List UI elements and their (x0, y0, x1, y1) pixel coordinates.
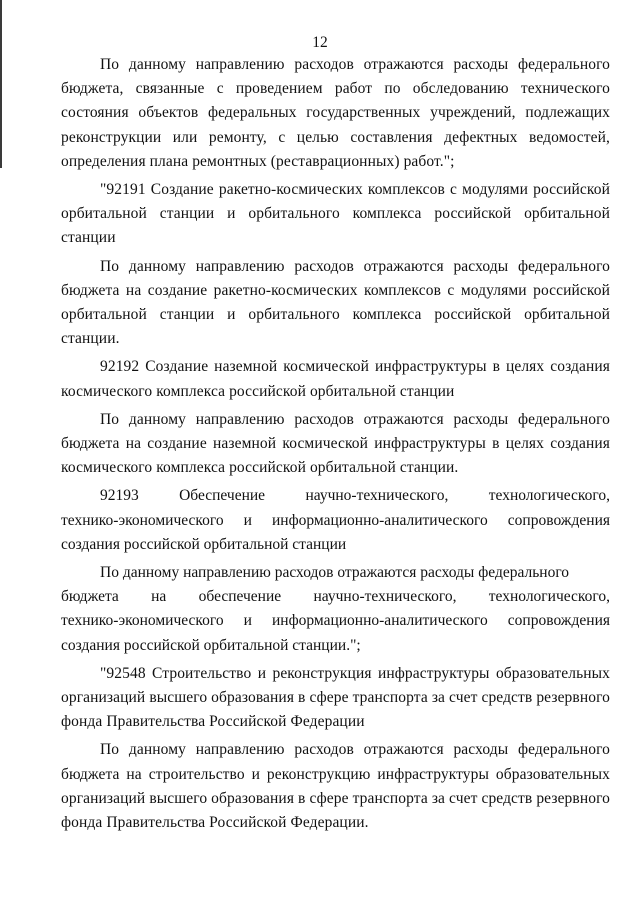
word: 92193 (100, 487, 139, 505)
word: Обеспечение (179, 487, 266, 505)
page-number: 12 (312, 34, 328, 51)
word: научно-технического, (305, 487, 449, 505)
scan-edge-mark (0, 0, 2, 168)
paragraph: По данному направлению расходов отражаются расходы федерального бюджета на создание наземной космической инфраструктуры в целях создания космического комплекса российской орбитальной станции. (61, 410, 610, 477)
spread-line (61, 484, 610, 508)
paragraph-continuation: технико-экономического и информационно-аналитического сопровождения создания российской орбитальной станции (61, 511, 610, 553)
paragraph: По данному направлению расходов отражаются расходы федерального бюджета, связанные с проведением работ по обследованию технического состояния объектов федеральных государственных учреждений, подлежащих реконструкции или ремонту, с целью составления дефектных ведомостей, определения плана ремонтных (реставрационных) работ."; (61, 56, 610, 170)
paragraph: По данному направлению расходов отражаются расходы федерального бюджета на строительство и реконструкцию инфраструктуры образовательных организаций высшего образования в сфере транспорта за счет средств резервного фонда Правительства Российской Федерации. (61, 741, 610, 832)
paragraph-heading-92548: "92548 Строительство и реконструкция инфраструктуры образовательных организаций высшего образования в сфере транспорта за счет средств резервного фонда Правительства Российской Федерации (61, 664, 610, 731)
paragraph-heading-92191: "92191 Создание ракетно-космических комплексов с модулями российской орбитальной станции и орбитального комплекса российской орбитальной станции (61, 181, 610, 247)
word: технологического, (488, 487, 610, 505)
paragraph: По данному направлению расходов отражаются расходы федерального бюджета на создание ракетно-космических комплексов с модулями российской орбитальной станции и орбитального комплекса российской орбитальной станции. (61, 257, 610, 348)
paragraph-heading-92192: 92192 Создание наземной космической инфраструктуры в целях создания космического комплекса российской орбитальной станции (61, 358, 610, 400)
paragraph-first-line: По данному направлению расходов отражаются расходы федерального (100, 564, 570, 582)
spread-line (61, 585, 610, 609)
word: на (151, 588, 167, 606)
paragraph-heading-92193 (61, 484, 610, 557)
word: обеспечение (198, 588, 282, 606)
document-body (61, 53, 610, 839)
word: бюджета (61, 588, 119, 606)
word: технологического, (488, 588, 610, 606)
paragraph (61, 561, 610, 658)
word: научно-технического, (313, 588, 457, 606)
paragraph-continuation: технико-экономического и информационно-аналитического сопровождения создания российской орбитальной станции."; (61, 612, 610, 654)
